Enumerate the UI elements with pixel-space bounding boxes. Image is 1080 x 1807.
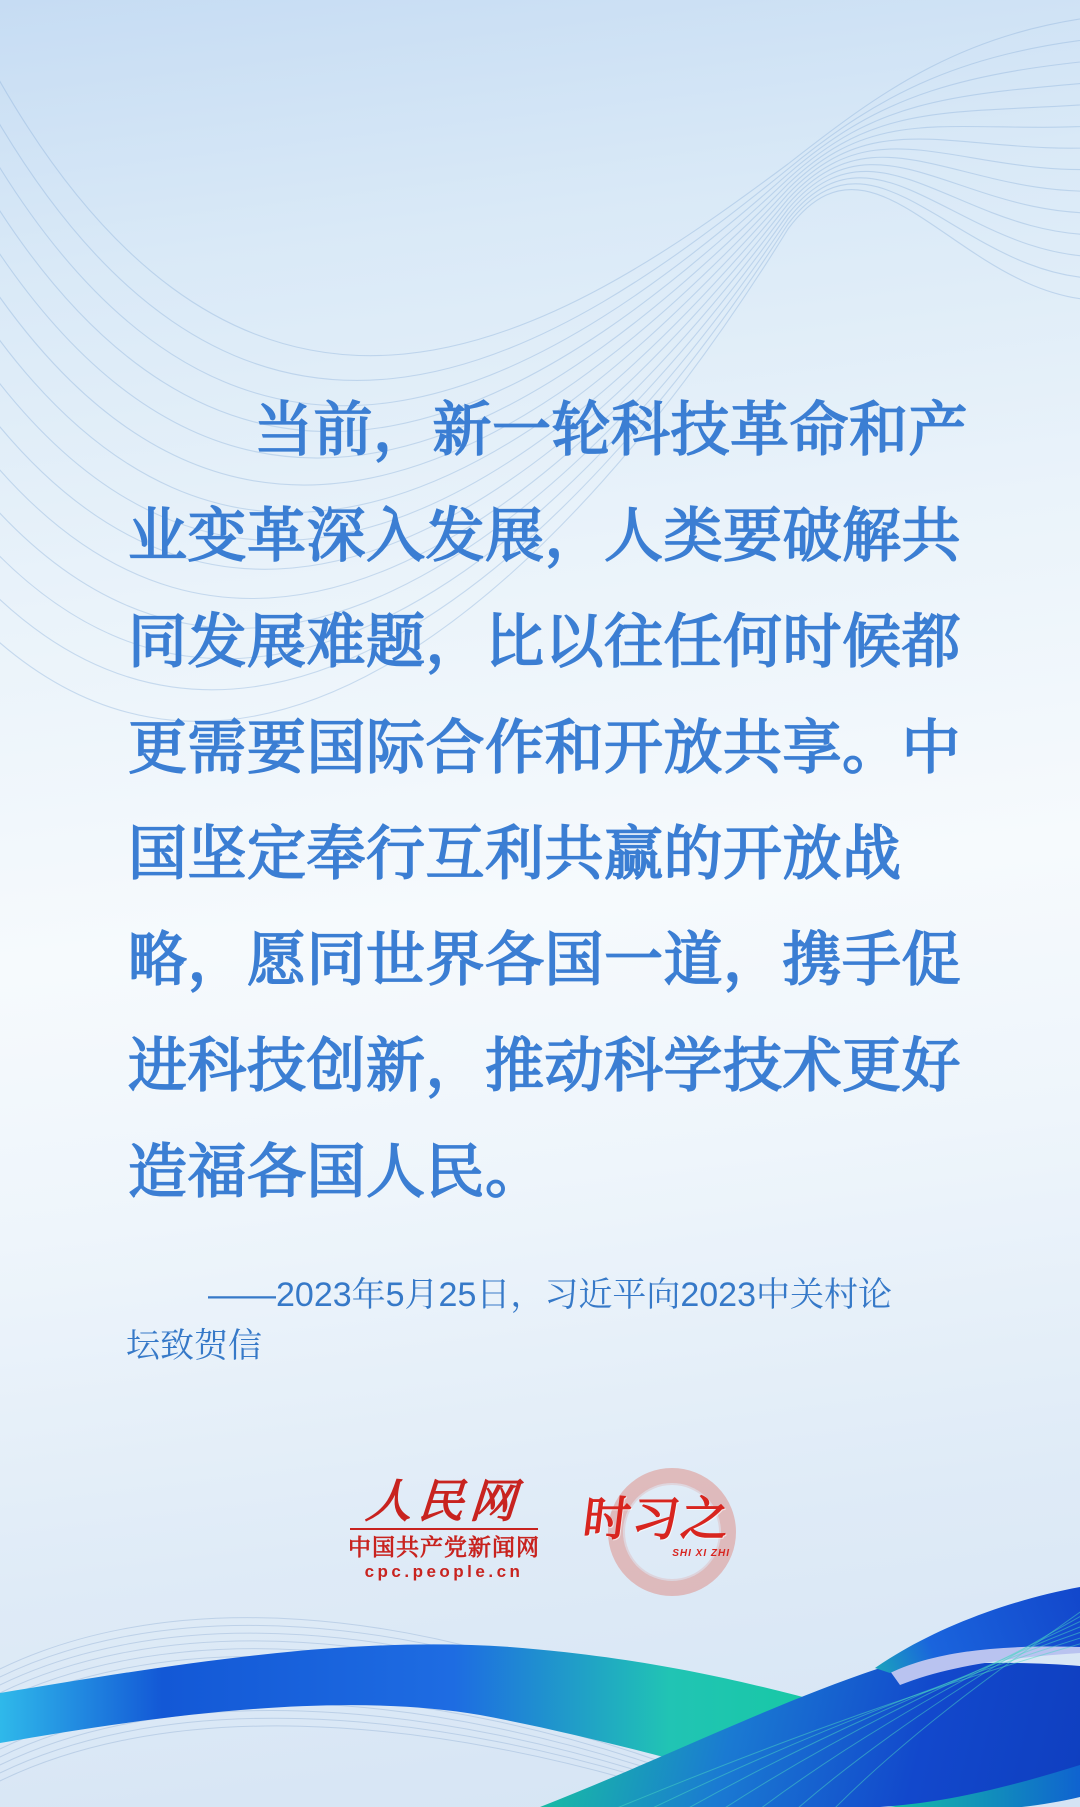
bottom-wave-decoration <box>0 1545 1080 1807</box>
peoples-daily-wordmark: 人民网 <box>364 1473 524 1528</box>
quote-attribution: ——2023年5月25日，习近平向2023中关村论坛致贺信 <box>126 1276 893 1365</box>
shixizhi-wordmark: 时习之 <box>580 1492 734 1545</box>
cpc-news-domain: cpc.people.cn <box>364 1561 524 1581</box>
cpc-news-site-name: 中国共产党新闻网 <box>348 1533 540 1560</box>
shixizhi-romanized: SHI XI ZHI <box>672 1548 730 1559</box>
quote-text: 当前，新一轮科技革命和产业变革深入发展，人类要破解共同发展难题，比以往任何时候都更需要国际合作和开放共享。中国坚定奉行互利共赢的开放战略，愿同世界各国一道，携手促进科技创新，推动科学技术更好造福各国人民。 <box>128 397 969 1205</box>
